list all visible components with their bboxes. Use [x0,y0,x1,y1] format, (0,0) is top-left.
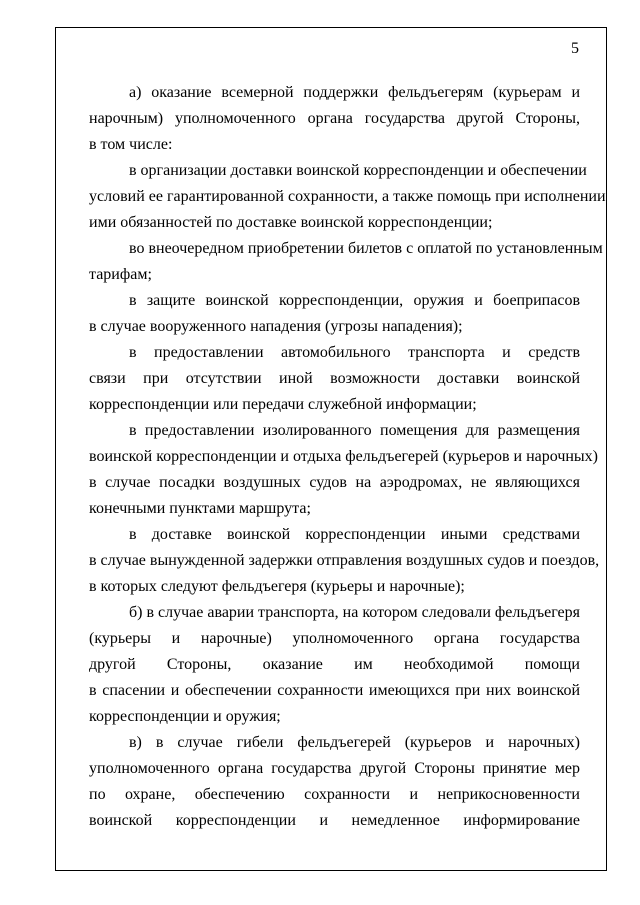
text-line: связи при отсутствии иной возможности доставки воинской [89,370,580,387]
text-line: воинской корреспонденции и немедленное информирование [89,812,580,829]
text-line: по охране, обеспечению сохранности и неприкосновенности [89,786,580,803]
text-line: в спасении и обеспечении сохранности имеющихся при них воинской [89,682,580,699]
text-line: (курьеры и нарочные) уполномоченного органа государства [89,630,580,647]
text-line: в случае вооруженного нападения (угрозы нападения); [89,318,463,335]
text-line: в предоставлении автомобильного транспорта и средств [129,344,580,361]
text-line: в случае посадки воздушных судов на аэродромах, не являющихся [89,474,580,491]
text-line: воинской корреспонденции и отдыха фельдъегерей (курьеров и нарочных) [89,448,598,465]
text-line: тарифам; [89,266,152,283]
text-line: а) оказание всемерной поддержки фельдъегерям (курьерам и [129,84,580,101]
text-line: в случае вынужденной задержки отправления воздушных судов и поездов, [89,552,600,569]
text-line: в защите воинской корреспонденции, оружия и боеприпасов [129,292,580,309]
text-line: во внеочередном приобретении билетов с оплатой по установленным [129,240,603,257]
text-line: в том числе: [89,136,173,153]
text-line: нарочным) уполномоченного органа государства другой Стороны, [89,110,580,127]
text-line: в предоставлении изолированного помещения для размещения [129,422,580,439]
text-line: б) в случае аварии транспорта, на котором следовали фельдъегеря [129,604,580,621]
text-line: в организации доставки воинской корреспонденции и обеспечении [129,162,587,179]
document-body [89,80,606,834]
text-line: уполномоченного органа государства другой Стороны принятие мер [89,760,580,777]
text-line: в доставке воинской корреспонденции иными средствами [129,526,580,543]
text-line: другой Стороны, оказание им необходимой помощи [89,656,580,673]
page-number: 5 [571,40,579,57]
text-line: в) в случае гибели фельдъегерей (курьеров и нарочных) [129,734,580,751]
text-line: в которых следуют фельдъегеря (курьеры и нарочные); [89,578,465,595]
text-line: корреспонденции или передачи служебной информации; [89,396,477,413]
text-line: конечными пунктами маршрута; [89,500,311,517]
text-line: корреспонденции и оружия; [89,708,281,725]
text-line: условий ее гарантированной сохранности, а также помощь при исполнении [89,188,606,205]
text-line: ими обязанностей по доставке воинской корреспонденции; [89,214,493,231]
